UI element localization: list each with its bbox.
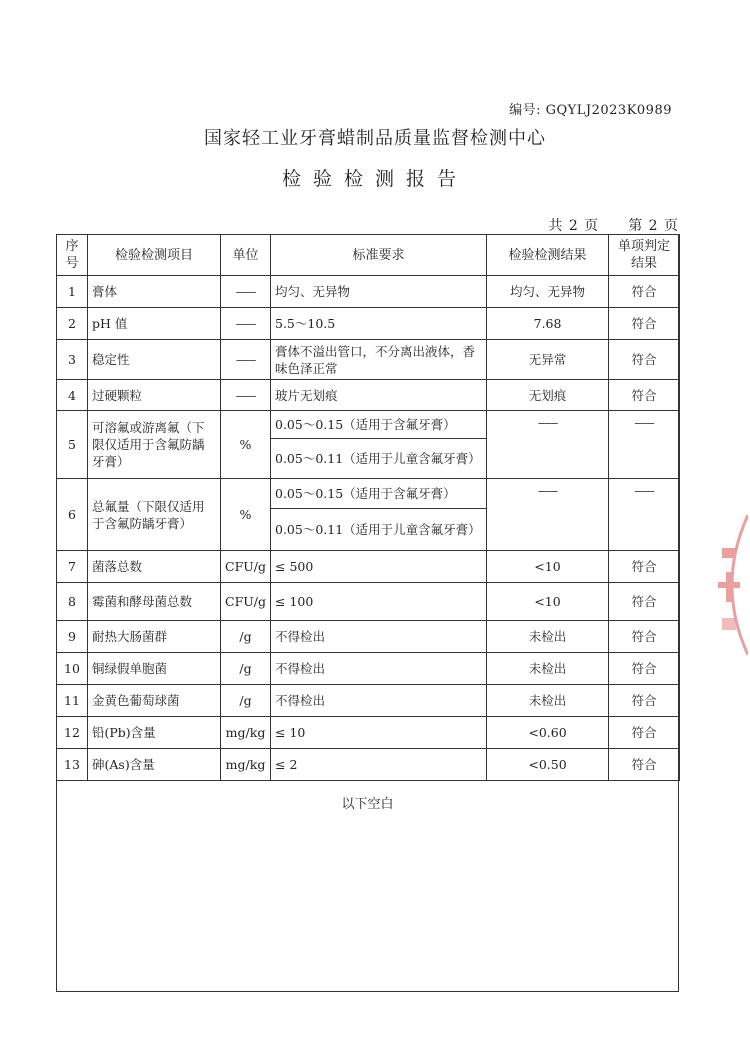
cell-verdict: ------ bbox=[609, 411, 680, 479]
cell-seq: 12 bbox=[57, 717, 88, 749]
cell-item: 总氟量（下限仅适用于含氟防龋牙膏） bbox=[88, 479, 221, 551]
cell-unit: % bbox=[221, 411, 271, 479]
cell-requirement: 不得检出 bbox=[271, 621, 487, 653]
table-row bbox=[57, 551, 680, 583]
cell-result: <10 bbox=[487, 583, 609, 621]
cell-verdict: 符合 bbox=[609, 551, 680, 583]
table-row bbox=[57, 340, 680, 380]
cell-result: 无划痕 bbox=[487, 380, 609, 411]
cell-item: 膏体 bbox=[88, 276, 221, 308]
cell-seq: 11 bbox=[57, 685, 88, 717]
cell-seq: 9 bbox=[57, 621, 88, 653]
cell-item: 菌落总数 bbox=[88, 551, 221, 583]
cell-requirement: ≤ 100 bbox=[271, 583, 487, 621]
cell-requirement: 5.5～10.5 bbox=[271, 308, 487, 340]
cell-result: ------ bbox=[487, 411, 609, 479]
cell-verdict: 符合 bbox=[609, 380, 680, 411]
cell-unit: /g bbox=[221, 621, 271, 653]
cell-result: 7.68 bbox=[487, 308, 609, 340]
cell-seq: 8 bbox=[57, 583, 88, 621]
seal-mark bbox=[722, 548, 736, 558]
results-frame bbox=[56, 234, 679, 992]
table-row bbox=[57, 583, 680, 621]
cell-requirement: 0.05～0.15（适用于含氟牙膏） bbox=[271, 479, 487, 509]
cell-result: <10 bbox=[487, 551, 609, 583]
cell-item: 金黄色葡萄球菌 bbox=[88, 685, 221, 717]
table-row bbox=[57, 685, 680, 717]
cell-item: 过硬颗粒 bbox=[88, 380, 221, 411]
organization-name: 国家轻工业牙膏蜡制品质量监督检测中心 bbox=[204, 128, 546, 149]
cell-result: 均匀、无异物 bbox=[487, 276, 609, 308]
cell-result: 无异常 bbox=[487, 340, 609, 380]
cell-verdict: 符合 bbox=[609, 653, 680, 685]
table-header-row bbox=[57, 235, 680, 276]
cell-requirement: ≤ 10 bbox=[271, 717, 487, 749]
cell-verdict: 符合 bbox=[609, 583, 680, 621]
col-item: 检验检测项目 bbox=[88, 235, 221, 276]
cell-unit: ------ bbox=[221, 340, 271, 380]
cell-requirement: 膏体不溢出管口，不分离出液体，香味色泽正常 bbox=[271, 340, 487, 380]
cell-seq: 13 bbox=[57, 749, 88, 781]
cell-unit: CFU/g bbox=[221, 583, 271, 621]
official-seal-fragment bbox=[708, 510, 748, 660]
cell-requirement-alt: 0.05～0.11（适用于儿童含氟牙膏） bbox=[271, 509, 487, 551]
total-pages: 共 2 页 bbox=[548, 218, 599, 234]
cell-unit: ------ bbox=[221, 276, 271, 308]
table-row bbox=[57, 717, 680, 749]
col-verdict: 单项判定结果 bbox=[609, 235, 680, 276]
cell-seq: 5 bbox=[57, 411, 88, 479]
cell-requirement-alt: 0.05～0.11（适用于儿童含氟牙膏） bbox=[271, 439, 487, 479]
cell-item: 可溶氟或游离氟（下限仅适用于含氟防龋牙膏） bbox=[88, 411, 221, 479]
cell-item: 铜绿假单胞菌 bbox=[88, 653, 221, 685]
cell-verdict: 符合 bbox=[609, 717, 680, 749]
cell-seq: 7 bbox=[57, 551, 88, 583]
cell-unit: mg/kg bbox=[221, 717, 271, 749]
cell-result: <0.50 bbox=[487, 749, 609, 781]
table-row bbox=[57, 276, 680, 308]
cell-result: 未检出 bbox=[487, 621, 609, 653]
end-of-data-note: 以下空白 bbox=[341, 797, 394, 812]
cell-unit: ------ bbox=[221, 380, 271, 411]
cell-seq: 2 bbox=[57, 308, 88, 340]
report-number: 编号: GQYLJ2023K0989 bbox=[509, 103, 672, 118]
cell-verdict: 符合 bbox=[609, 340, 680, 380]
cell-seq: 10 bbox=[57, 653, 88, 685]
cell-seq: 4 bbox=[57, 380, 88, 411]
cell-result: <0.60 bbox=[487, 717, 609, 749]
col-seq: 序号 bbox=[57, 235, 88, 276]
col-unit: 单位 bbox=[221, 235, 271, 276]
cell-verdict: 符合 bbox=[609, 276, 680, 308]
table-row bbox=[57, 653, 680, 685]
cell-unit: % bbox=[221, 479, 271, 551]
table-row bbox=[57, 380, 680, 411]
cell-item: 霉菌和酵母菌总数 bbox=[88, 583, 221, 621]
page-counter bbox=[548, 215, 678, 235]
table-row bbox=[57, 308, 680, 340]
cell-result: 未检出 bbox=[487, 653, 609, 685]
cell-unit: CFU/g bbox=[221, 551, 271, 583]
cell-verdict: 符合 bbox=[609, 308, 680, 340]
cell-seq: 6 bbox=[57, 479, 88, 551]
cell-requirement: 玻片无划痕 bbox=[271, 380, 487, 411]
cell-result: ------ bbox=[487, 479, 609, 551]
table-row bbox=[57, 749, 680, 781]
cell-requirement: 不得检出 bbox=[271, 685, 487, 717]
results-table bbox=[56, 234, 680, 781]
cell-verdict: ------ bbox=[609, 479, 680, 551]
report-title: 检验检测报告 bbox=[281, 168, 468, 190]
table-row bbox=[57, 479, 680, 509]
cell-requirement: 均匀、无异物 bbox=[271, 276, 487, 308]
cell-item: 稳定性 bbox=[88, 340, 221, 380]
cell-item: 铅(Pb)含量 bbox=[88, 717, 221, 749]
cell-verdict: 符合 bbox=[609, 749, 680, 781]
col-result: 检验检测结果 bbox=[487, 235, 609, 276]
cell-result: 未检出 bbox=[487, 685, 609, 717]
cell-item: 砷(As)含量 bbox=[88, 749, 221, 781]
cell-unit: /g bbox=[221, 653, 271, 685]
cell-requirement: ≤ 500 bbox=[271, 551, 487, 583]
table-row bbox=[57, 621, 680, 653]
cell-unit: ------ bbox=[221, 308, 271, 340]
cell-seq: 1 bbox=[57, 276, 88, 308]
cell-requirement: 0.05～0.15（适用于含氟牙膏） bbox=[271, 411, 487, 439]
cell-unit: mg/kg bbox=[221, 749, 271, 781]
cell-requirement: ≤ 2 bbox=[271, 749, 487, 781]
current-page: 第 2 页 bbox=[628, 218, 678, 234]
cell-verdict: 符合 bbox=[609, 621, 680, 653]
cell-unit: /g bbox=[221, 685, 271, 717]
col-requirement: 标准要求 bbox=[271, 235, 487, 276]
seal-mark bbox=[726, 572, 732, 602]
cell-requirement: 不得检出 bbox=[271, 653, 487, 685]
seal-mark bbox=[722, 618, 736, 630]
cell-seq: 3 bbox=[57, 340, 88, 380]
cell-item: pH 值 bbox=[88, 308, 221, 340]
cell-item: 耐热大肠菌群 bbox=[88, 621, 221, 653]
cell-verdict: 符合 bbox=[609, 685, 680, 717]
table-row bbox=[57, 411, 680, 439]
